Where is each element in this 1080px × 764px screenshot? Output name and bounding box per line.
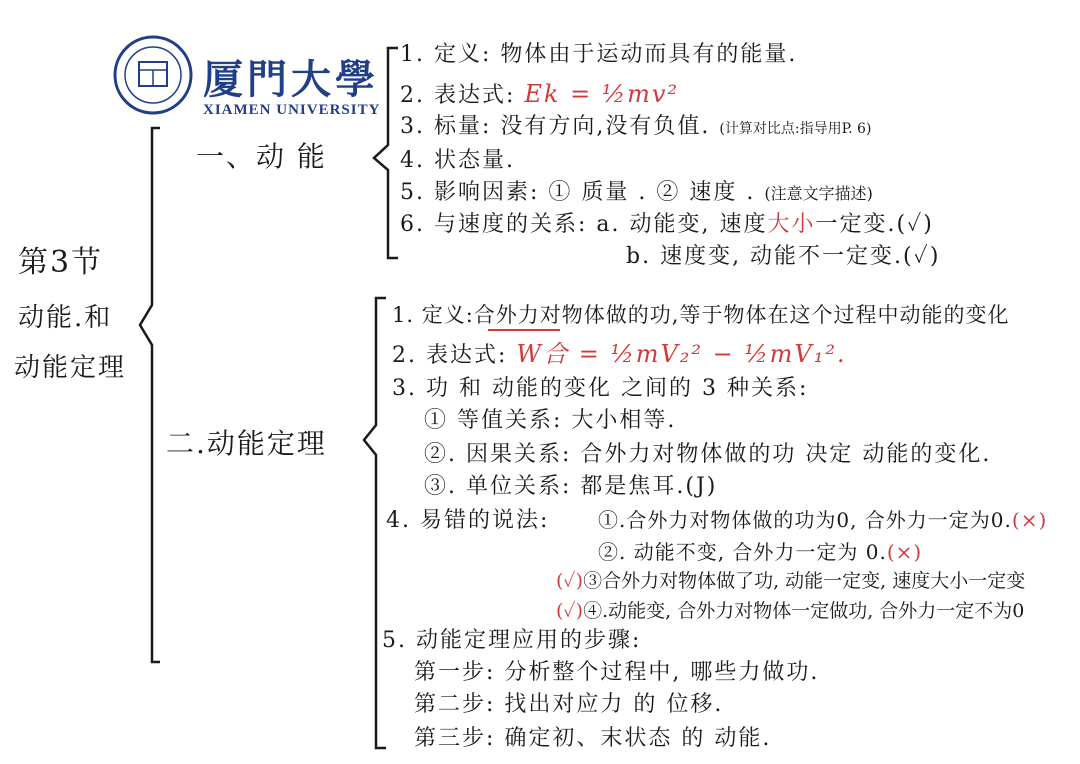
university-seal-icon xyxy=(115,37,191,113)
b2-expression xyxy=(392,342,847,367)
b1-item-2 xyxy=(400,82,679,107)
b2-error-4-mark: (✓) xyxy=(556,600,584,622)
b2-error-1 xyxy=(598,510,1047,530)
b1-item-6-pre: 6. 与速度的关系: a. 动能变, 速度 xyxy=(400,212,768,237)
b1-item-6b: b. 速度变, 动能不一定变.(✓) xyxy=(626,244,941,269)
b1-item-5-text: 5. 影响因素: ① 质量 . ② 速度 . xyxy=(400,180,756,205)
main-brace xyxy=(140,128,160,662)
b2-relation-3: ③. 单位关系: 都是焦耳.(J) xyxy=(424,474,718,499)
section-title-line1: 第3节 xyxy=(18,245,104,280)
b2-def-rest: 对物体做的功,等于物体在这个过程中动能的变化 xyxy=(539,303,1010,327)
b2-def-label: 1. 定义: xyxy=(392,303,474,327)
b1-item-6-red: 大小 xyxy=(767,212,816,237)
logo-name-cn: 厦門大學 xyxy=(203,56,379,103)
b2-error-1-text: ①.合外力对物体做的功为0, 合外力一定为0. xyxy=(598,508,1012,532)
b2-def-underlined: 合外力 xyxy=(473,303,540,327)
b2-error-2-text: ②. 动能不变, 合外力一定为 0. xyxy=(598,540,887,564)
b1-item-3 xyxy=(400,116,871,138)
b2-errors-label: 4. 易错的说法: xyxy=(386,508,550,533)
section-title-line2: 动能.和 xyxy=(18,303,113,333)
b2-error-4 xyxy=(556,602,1024,621)
b2-relation-1: ① 等值关系: 大小相等. xyxy=(424,408,677,433)
b2-definition xyxy=(392,305,1009,326)
b2-relations-title: 3. 功 和 动能的变化 之间的 3 种关系: xyxy=(392,376,809,401)
b2-error-3 xyxy=(556,572,1025,591)
b2-step-2: 第二步: 找出对应力 的 位移. xyxy=(414,692,724,717)
branch1-title: 一、动 能 xyxy=(196,140,327,173)
b1-item-3-note: (计算对比点:指导用P. 6) xyxy=(719,121,872,137)
b2-error-1-mark: (×) xyxy=(1011,508,1048,532)
work-energy-formula: W合 = ½mV₂² − ½mV₁². xyxy=(516,340,847,368)
b2-steps-title: 5. 动能定理应用的步骤: xyxy=(382,628,642,653)
branch2-brace xyxy=(364,298,386,748)
b2-step-1: 第一步: 分析整个过程中, 哪些力做功. xyxy=(414,660,820,685)
b1-item-5 xyxy=(400,182,873,204)
b2-error-2 xyxy=(598,542,922,562)
section-title-line3: 动能定理 xyxy=(14,353,127,383)
b1-item-4: 4. 状态量. xyxy=(400,148,515,173)
b2-error-3-mark: (✓) xyxy=(556,570,584,592)
b1-item-1: 1. 定义: 物体由于运动而具有的能量. xyxy=(400,42,798,67)
b2-error-3-text: ③合外力对物体做了功, 动能一定变, 速度大小一定变 xyxy=(583,570,1026,592)
b1-item-5-note: (注意文字描述) xyxy=(764,184,873,203)
b1-item-3-text: 3. 标量: 没有方向,没有负值. xyxy=(400,114,711,139)
b1-item-6-post: 一定变.(✓) xyxy=(815,212,934,237)
b2-relation-2: ②. 因果关系: 合外力对物体做的功 决定 动能的变化. xyxy=(424,442,992,467)
b1-item-6 xyxy=(400,214,934,236)
b2-step-3: 第三步: 确定初、末状态 的 动能. xyxy=(414,726,772,751)
b2-error-4-text: ④.动能变, 合外力对物体一定做功, 合外力一定不为0 xyxy=(583,600,1025,622)
b2-expr-label: 2. 表达式: xyxy=(392,343,508,368)
branch2-title: 二.动能定理 xyxy=(166,427,327,460)
logo-name-en: XIAMEN UNIVERSITY xyxy=(203,102,381,118)
b2-error-2-mark: (×) xyxy=(886,540,923,564)
b1-item-2-label: 2. 表达式: xyxy=(400,83,516,108)
ek-formula: Ek = ½mv² xyxy=(524,80,680,108)
